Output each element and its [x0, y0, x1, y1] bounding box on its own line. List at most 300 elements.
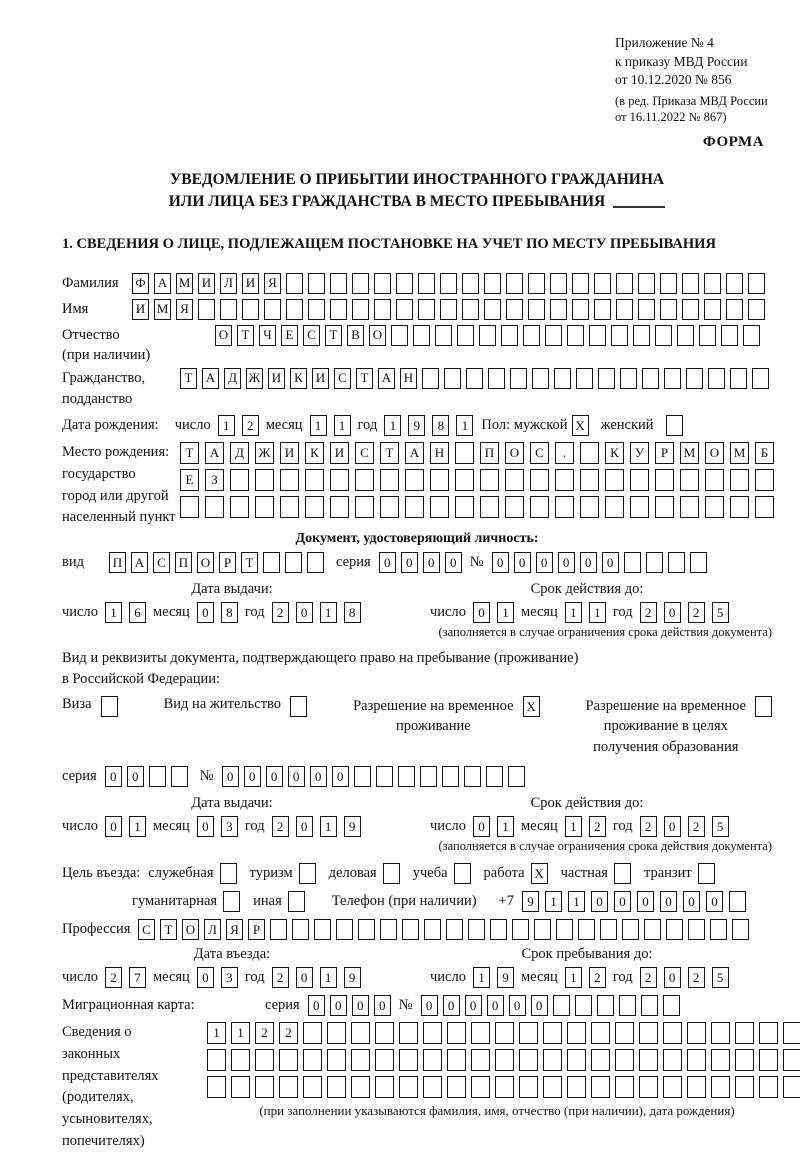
char-cell: [354, 766, 371, 787]
char-cell: [622, 919, 639, 940]
residence-valid-year-cells: [640, 816, 729, 837]
char-cell: [440, 273, 457, 294]
char-cell: [556, 919, 573, 940]
birth-place-line3: [180, 496, 774, 518]
char-cell: [705, 496, 724, 518]
valid-year-cells: [640, 602, 729, 623]
char-cell: 0: [352, 995, 369, 1016]
char-cell: [519, 1076, 538, 1098]
char-cell: [663, 1076, 682, 1098]
char-cell: [327, 1049, 346, 1071]
char-cell: [207, 1076, 226, 1098]
char-cell: 1: [310, 415, 327, 436]
char-cell: [528, 299, 545, 320]
identity-doc-row: [62, 552, 772, 573]
char-cell: [519, 1049, 538, 1071]
patronymic-row: [62, 325, 772, 366]
char-cell: [488, 368, 505, 389]
char-cell: 9: [344, 816, 361, 837]
char-cell: [220, 299, 237, 320]
char-cell: [305, 496, 324, 518]
char-cell: 0: [664, 602, 681, 623]
temp-residence-checkbox: X: [523, 696, 540, 717]
char-cell: 2: [688, 602, 705, 623]
char-cell: [423, 1049, 442, 1071]
char-cell: [455, 496, 474, 518]
entry-date-headings: [62, 946, 772, 963]
char-cell: [440, 299, 457, 320]
char-cell: [255, 496, 274, 518]
char-cell: [759, 1049, 778, 1071]
char-cell: [704, 299, 721, 320]
char-cell: [508, 766, 525, 787]
citizenship-cells: [180, 368, 769, 389]
char-cell: 0: [492, 552, 509, 573]
char-cell: [286, 273, 303, 294]
char-cell: 1: [320, 602, 337, 623]
char-cell: [280, 496, 299, 518]
char-cell: [180, 496, 199, 518]
char-cell: 0: [591, 891, 608, 912]
char-cell: [506, 273, 523, 294]
char-cell: [639, 1049, 658, 1071]
char-cell: [447, 1076, 466, 1098]
char-cell: 0: [558, 552, 575, 573]
residence-number-label: №: [199, 768, 214, 785]
representatives-note: (при заполнении указываются фамилия, имя, отчество (при наличии), дата рождения): [259, 1103, 735, 1119]
char-cell: [303, 1049, 322, 1071]
char-cell: [567, 1022, 586, 1044]
char-cell: [729, 891, 746, 912]
char-cell: [699, 325, 716, 346]
char-cell: [550, 299, 567, 320]
char-cell: 5: [712, 602, 729, 623]
char-cell: [755, 496, 774, 518]
birth-month-cells: [310, 415, 351, 436]
residence-validity-note: (заполняется в случае ограничения срока действия документа): [438, 839, 772, 854]
char-cell: В: [347, 325, 364, 346]
char-cell: [171, 766, 188, 787]
char-cell: 0: [531, 995, 548, 1016]
char-cell: [280, 469, 299, 491]
representatives-line2: [207, 1049, 800, 1071]
birth-date-row: [62, 415, 772, 436]
purpose-option: частная: [561, 863, 631, 884]
surname-label: Фамилия: [62, 274, 119, 291]
char-cell: 0: [614, 891, 631, 912]
char-cell: [660, 273, 677, 294]
char-cell: [205, 496, 224, 518]
char-cell: [523, 325, 540, 346]
purpose-option: туризм: [250, 863, 316, 884]
patronymic-cells: [215, 325, 760, 346]
char-cell: [677, 325, 694, 346]
entry-date-heading: Дата въезда:: [193, 946, 271, 963]
char-cell: П: [480, 442, 499, 464]
stay-month-cells: [565, 967, 606, 988]
char-cell: 0: [310, 766, 327, 787]
char-cell: [447, 1049, 466, 1071]
char-cell: Т: [241, 552, 258, 573]
char-cell: [380, 919, 397, 940]
char-cell: 0: [706, 891, 723, 912]
identity-doc-heading: Документ, удостоверяющий личность:: [295, 531, 539, 547]
char-cell: [375, 1076, 394, 1098]
char-cell: [464, 766, 481, 787]
char-cell: 2: [242, 415, 259, 436]
char-cell: [575, 995, 592, 1016]
char-cell: 9: [344, 967, 361, 988]
char-cell: [374, 299, 391, 320]
char-cell: [532, 368, 549, 389]
char-cell: [530, 469, 549, 491]
char-cell: [615, 1076, 634, 1098]
char-cell: [303, 1022, 322, 1044]
phone-cells: [522, 891, 746, 912]
char-cell: [655, 496, 674, 518]
char-cell: [638, 273, 655, 294]
residence-series-cells: [105, 766, 188, 787]
char-cell: 0: [473, 816, 490, 837]
char-cell: О: [369, 325, 386, 346]
char-cell: [396, 299, 413, 320]
char-cell: Б: [755, 442, 774, 464]
char-cell: [230, 469, 249, 491]
char-cell: [398, 766, 415, 787]
char-cell: 2: [272, 967, 289, 988]
stay-day-cells: [473, 967, 514, 988]
char-cell: [730, 368, 747, 389]
char-cell: [680, 496, 699, 518]
char-cell: 0: [401, 552, 418, 573]
char-cell: [149, 766, 166, 787]
char-cell: [374, 273, 391, 294]
char-cell: [591, 1022, 610, 1044]
migration-number-label: №: [398, 997, 413, 1014]
char-cell: 0: [105, 766, 122, 787]
char-cell: С: [303, 325, 320, 346]
char-cell: [687, 1022, 706, 1044]
entry-month-cells: [197, 967, 238, 988]
char-cell: [330, 299, 347, 320]
char-cell: [615, 1022, 634, 1044]
char-cell: [711, 1022, 730, 1044]
doc-series-label: серия: [336, 554, 371, 571]
char-cell: Т: [325, 325, 342, 346]
residence-validity-group: число 0 1 месяц 1 2 год 2 0 2 5: [430, 816, 729, 837]
char-cell: Л: [204, 919, 221, 940]
char-cell: [506, 299, 523, 320]
char-cell: [330, 273, 347, 294]
migration-number-cells: [421, 995, 680, 1016]
char-cell: 0: [197, 816, 214, 837]
char-cell: [418, 273, 435, 294]
char-cell: [308, 273, 325, 294]
char-cell: Т: [180, 368, 197, 389]
char-cell: [550, 273, 567, 294]
char-cell: [530, 496, 549, 518]
char-cell: [528, 273, 545, 294]
char-cell: 0: [197, 602, 214, 623]
entry-year-cells: [272, 967, 361, 988]
char-cell: [783, 1022, 800, 1044]
char-cell: А: [205, 442, 224, 464]
char-cell: Т: [356, 368, 373, 389]
char-cell: [380, 469, 399, 491]
char-cell: [589, 325, 606, 346]
phone-prefix: +7: [498, 893, 514, 910]
residence-number-cells: [222, 766, 525, 787]
char-cell: 0: [105, 816, 122, 837]
char-cell: [462, 299, 479, 320]
char-cell: [380, 496, 399, 518]
purpose-official-checkbox: [220, 863, 237, 884]
residence-doc-dates: [62, 816, 772, 837]
purpose-work-checkbox: X: [531, 863, 548, 884]
char-cell: У: [630, 442, 649, 464]
char-cell: 0: [379, 552, 396, 573]
char-cell: [376, 766, 393, 787]
char-cell: [605, 496, 624, 518]
char-cell: 1: [320, 816, 337, 837]
char-cell: И: [330, 442, 349, 464]
char-cell: [336, 919, 353, 940]
char-cell: [639, 1076, 658, 1098]
form-title: [62, 169, 772, 214]
birth-place-labels: Место рождения: государство город или другой населенный пункт: [62, 444, 176, 526]
char-cell: А: [378, 368, 395, 389]
char-cell: К: [305, 442, 324, 464]
char-cell: И: [198, 273, 215, 294]
birth-place-block: [62, 442, 772, 529]
char-cell: 2: [640, 967, 657, 988]
char-cell: [578, 919, 595, 940]
char-cell: 0: [536, 552, 553, 573]
given-name-row: [62, 299, 772, 320]
char-cell: [242, 299, 259, 320]
char-cell: М: [176, 273, 193, 294]
birth-day-cells: [218, 415, 259, 436]
char-cell: [495, 1076, 514, 1098]
char-cell: [490, 919, 507, 940]
char-cell: З: [205, 469, 224, 491]
birth-date-group: [175, 415, 474, 436]
char-cell: .: [555, 442, 574, 464]
char-cell: 5: [712, 967, 729, 988]
char-cell: 1: [456, 415, 473, 436]
char-cell: 1: [497, 602, 514, 623]
char-cell: [735, 1076, 754, 1098]
representatives-cells: [207, 1022, 800, 1119]
char-cell: [555, 496, 574, 518]
char-cell: [327, 1022, 346, 1044]
char-cell: М: [730, 442, 749, 464]
option-temp-residence: Разрешение на временное проживание X: [353, 696, 539, 737]
char-cell: 0: [509, 995, 526, 1016]
char-cell: 0: [602, 552, 619, 573]
char-cell: [352, 299, 369, 320]
char-cell: 0: [423, 552, 440, 573]
char-cell: Р: [248, 919, 265, 940]
migration-card-label: Миграционная карта:: [62, 997, 195, 1014]
char-cell: 0: [127, 766, 144, 787]
appendix-line: Приложение № 4: [615, 35, 714, 50]
residence-valid-month-cells: [565, 816, 606, 837]
char-cell: [444, 368, 461, 389]
char-cell: 0: [330, 995, 347, 1016]
char-cell: [330, 496, 349, 518]
form-label: ФОРМА: [702, 133, 764, 150]
given-name-cells: [132, 299, 765, 320]
char-cell: [664, 368, 681, 389]
doc-number-cells: [492, 552, 707, 573]
section1-heading: 1. СВЕДЕНИЯ О ЛИЦЕ, ПОДЛЕЖАЩЕМ ПОСТАНОВКЕ НА УЧЕТ ПО МЕСТУ ПРЕБЫВАНИЯ: [62, 235, 716, 252]
char-cell: [615, 1049, 634, 1071]
char-cell: [480, 496, 499, 518]
issue-month-cells: [197, 602, 238, 623]
char-cell: [471, 1076, 490, 1098]
char-cell: [255, 1076, 274, 1098]
sex-female-label: женский: [600, 417, 654, 434]
validity-heading: Срок действия до:: [530, 581, 644, 598]
char-cell: 1: [565, 602, 582, 623]
char-cell: [752, 368, 769, 389]
char-cell: [735, 1049, 754, 1071]
char-cell: Т: [160, 919, 177, 940]
char-cell: [264, 299, 281, 320]
char-cell: 0: [637, 891, 654, 912]
year-label: год: [357, 417, 378, 434]
identity-doc-dates: [62, 602, 772, 623]
doc-number-label: №: [469, 554, 484, 571]
char-cell: [668, 552, 685, 573]
char-cell: [721, 325, 738, 346]
char-cell: [479, 325, 496, 346]
char-cell: [512, 919, 529, 940]
char-cell: [704, 273, 721, 294]
char-cell: [646, 552, 663, 573]
char-cell: 1: [568, 891, 585, 912]
char-cell: [446, 919, 463, 940]
char-cell: [327, 1076, 346, 1098]
issue-day-cells: [105, 602, 146, 623]
purpose-option: учеба: [413, 863, 471, 884]
purpose-other-checkbox: [288, 891, 305, 912]
purpose-business-checkbox: [383, 863, 400, 884]
entry-date-group: число 2 7 месяц 0 3 год 2 0 1 9: [62, 967, 402, 988]
day-label: число: [174, 417, 211, 434]
char-cell: [351, 1049, 370, 1071]
char-cell: 0: [288, 766, 305, 787]
char-cell: Д: [230, 442, 249, 464]
char-cell: 9: [497, 967, 514, 988]
char-cell: 2: [255, 1022, 274, 1044]
representatives-labels: Сведения о законных представителях (родителях, усыновителях, попечителях): [62, 1024, 159, 1149]
char-cell: 2: [640, 602, 657, 623]
char-cell: 0: [683, 891, 700, 912]
char-cell: [358, 919, 375, 940]
char-cell: [572, 299, 589, 320]
char-cell: [418, 299, 435, 320]
char-cell: [484, 273, 501, 294]
char-cell: [455, 442, 474, 464]
char-cell: А: [131, 552, 148, 573]
char-cell: [435, 325, 452, 346]
char-cell: Е: [281, 325, 298, 346]
surname-row: [62, 273, 772, 294]
char-cell: [447, 1022, 466, 1044]
char-cell: И: [268, 368, 285, 389]
char-cell: 2: [279, 1022, 298, 1044]
char-cell: Д: [224, 368, 241, 389]
residence-doc-series-row: [62, 766, 772, 787]
char-cell: А: [202, 368, 219, 389]
char-cell: [307, 552, 324, 573]
residence-doc-date-headings: [62, 795, 772, 812]
char-cell: [355, 496, 374, 518]
stay-until-group: число 1 9 месяц 1 2 год 2 0 2 5: [430, 967, 729, 988]
char-cell: К: [290, 368, 307, 389]
char-cell: [663, 995, 680, 1016]
purpose-row: [62, 863, 772, 884]
char-cell: 9: [408, 415, 425, 436]
residence-series-label: серия: [62, 768, 97, 785]
sex-female-checkbox: [666, 415, 683, 436]
char-cell: [501, 325, 518, 346]
char-cell: Н: [430, 442, 449, 464]
residence-issue-day-cells: [105, 816, 146, 837]
char-cell: 8: [344, 602, 361, 623]
purpose-option: деловая: [329, 863, 400, 884]
char-cell: [730, 469, 749, 491]
char-cell: [391, 325, 408, 346]
char-cell: 0: [421, 995, 438, 1016]
char-cell: [655, 325, 672, 346]
char-cell: С: [138, 919, 155, 940]
char-cell: 1: [545, 891, 562, 912]
char-cell: [708, 368, 725, 389]
char-cell: [630, 469, 649, 491]
char-cell: [655, 469, 674, 491]
char-cell: 2: [589, 816, 606, 837]
char-cell: 0: [308, 995, 325, 1016]
char-cell: О: [182, 919, 199, 940]
char-cell: [580, 469, 599, 491]
char-cell: [255, 1049, 274, 1071]
char-cell: [402, 919, 419, 940]
char-cell: [616, 273, 633, 294]
char-cell: [641, 995, 658, 1016]
birth-place-line2: [180, 469, 774, 491]
char-cell: 0: [374, 995, 391, 1016]
edition-line: от 16.11.2022 № 867): [615, 110, 727, 125]
purpose-study-checkbox: [454, 863, 471, 884]
char-cell: [430, 469, 449, 491]
char-cell: [680, 469, 699, 491]
char-cell: [423, 1076, 442, 1098]
char-cell: 3: [221, 816, 238, 837]
representatives-line1: [207, 1022, 800, 1044]
char-cell: Р: [219, 552, 236, 573]
char-cell: [430, 496, 449, 518]
char-cell: 3: [221, 967, 238, 988]
char-cell: [726, 273, 743, 294]
char-cell: [424, 919, 441, 940]
char-cell: [633, 325, 650, 346]
education-residence-checkbox: [755, 696, 772, 717]
char-cell: [555, 469, 574, 491]
char-cell: 1: [565, 816, 582, 837]
